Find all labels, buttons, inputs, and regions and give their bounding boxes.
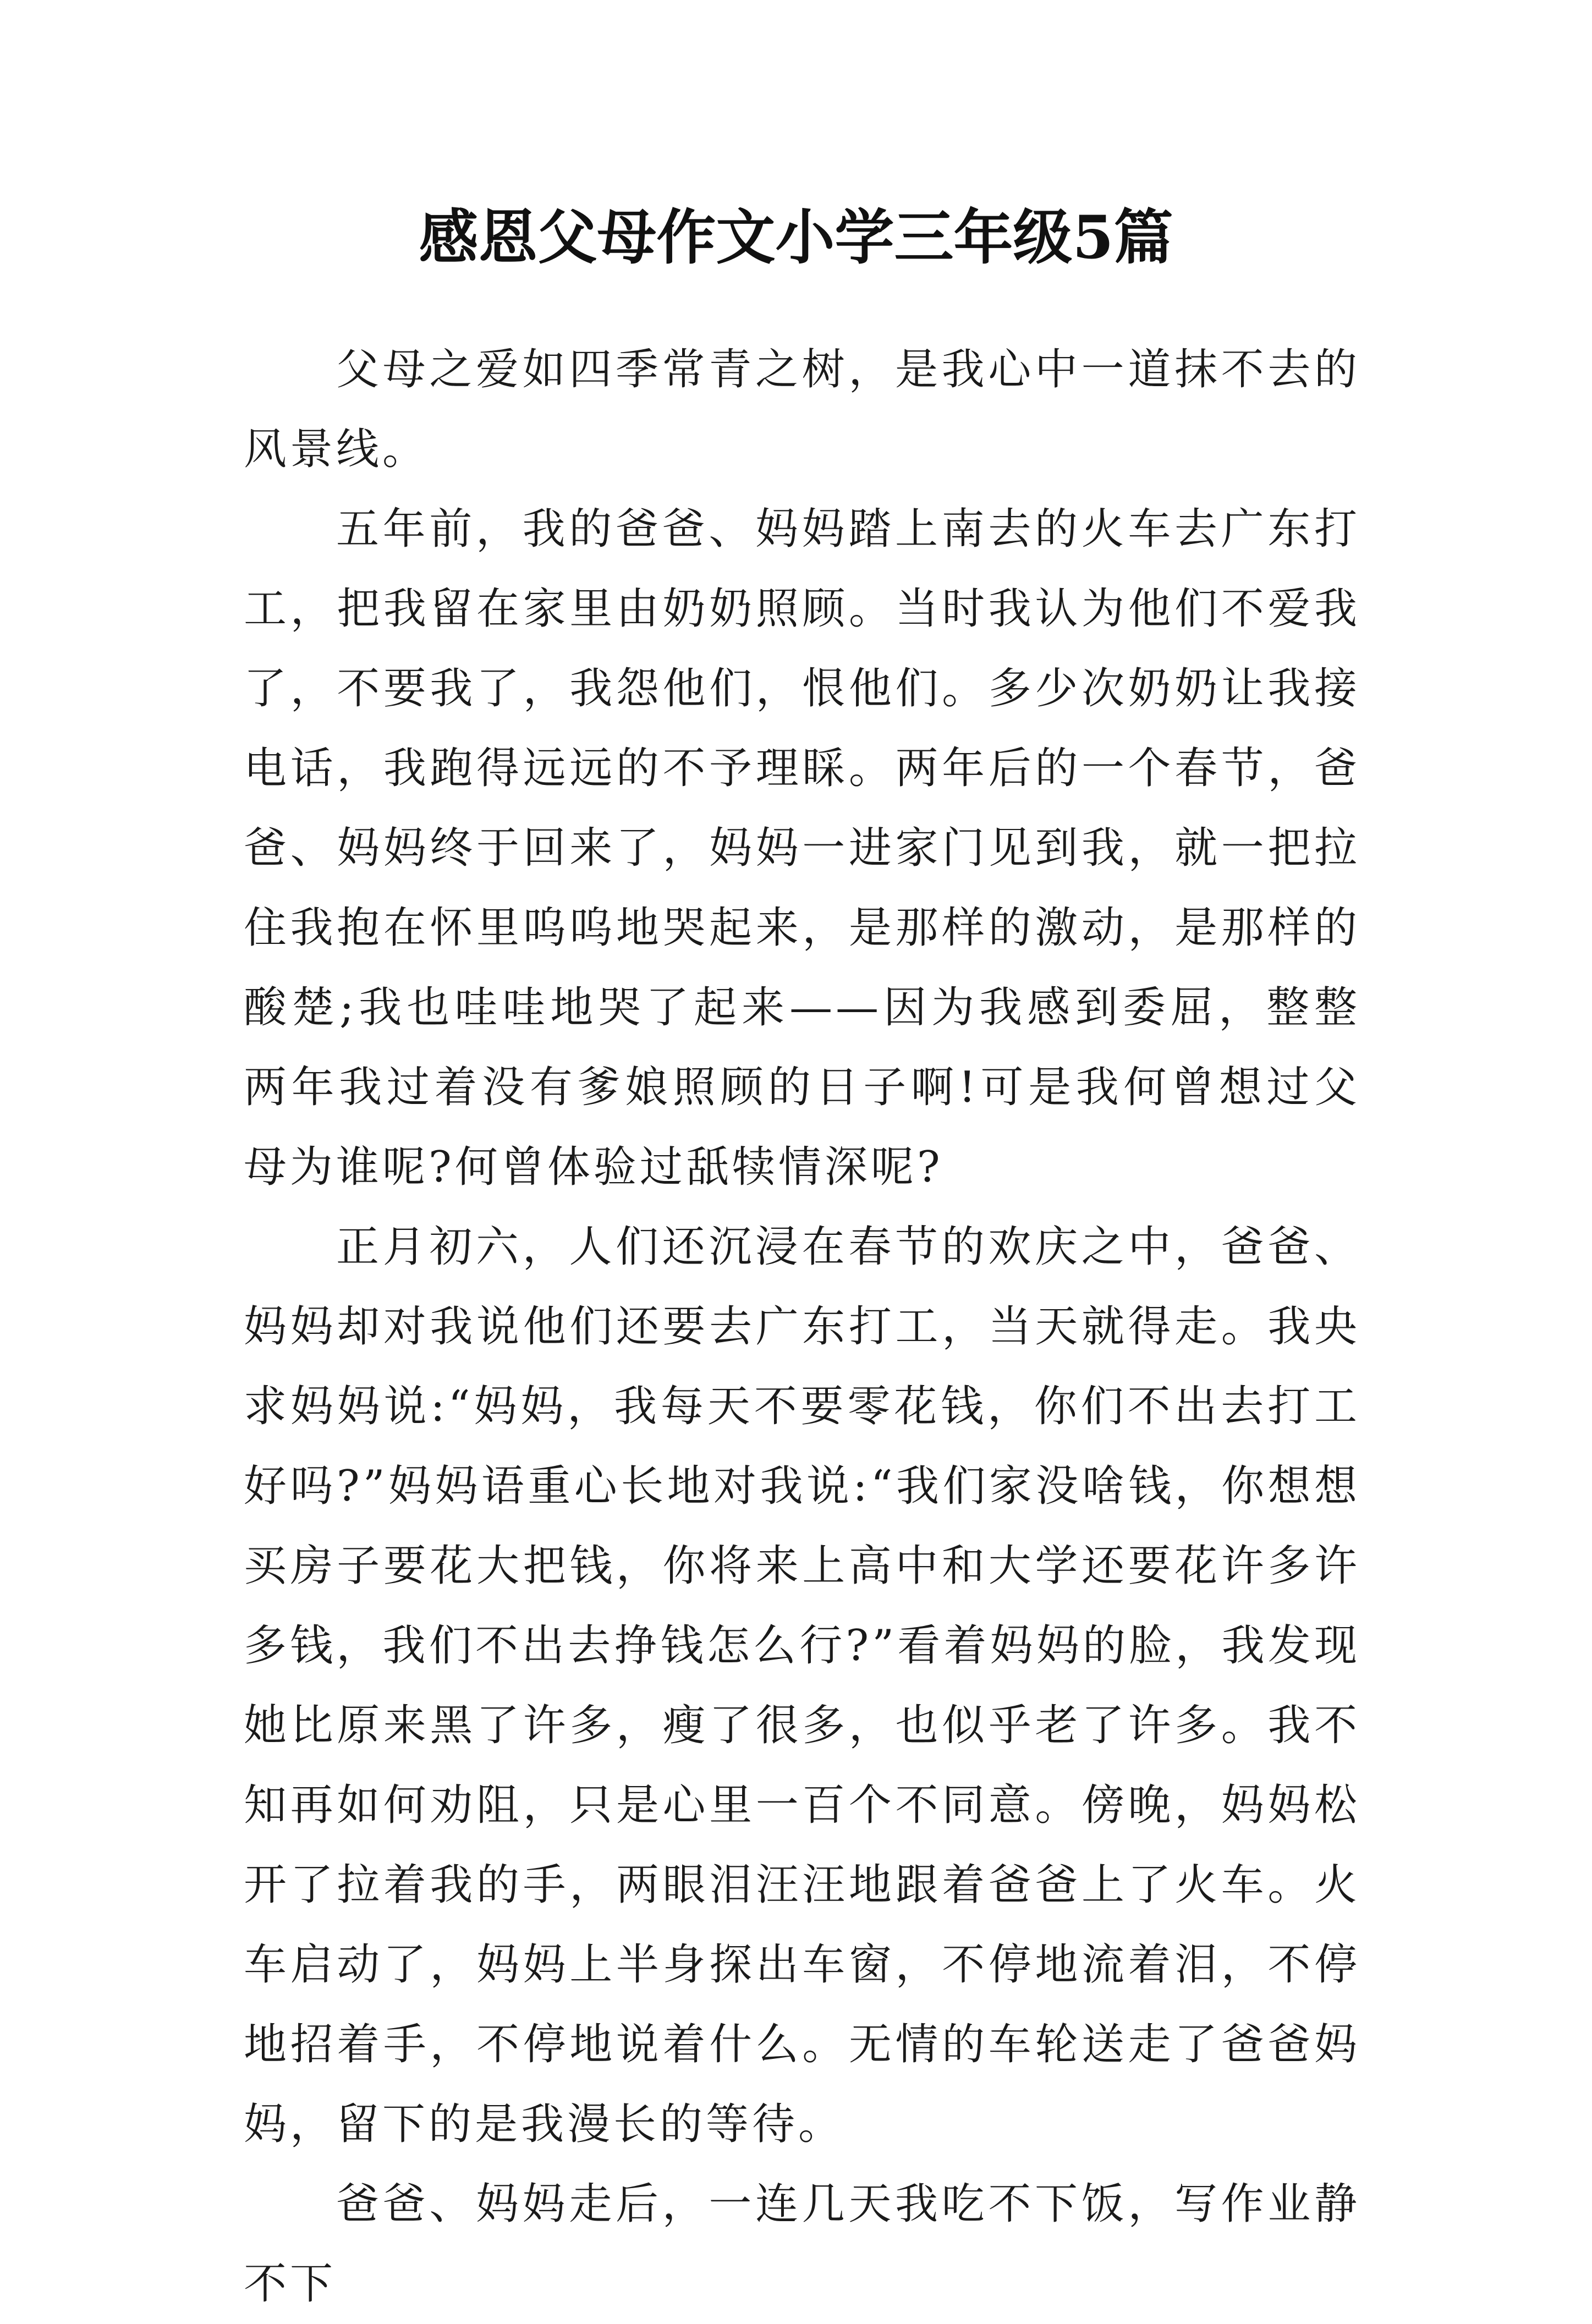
paragraph-3: 正月初六，人们还沉浸在春节的欢庆之中，爸爸、妈妈却对我说他们还要去广东打工，当天就得走。我央求妈妈说:“妈妈，我每天不要零花钱，你们不出去打工好吗?”妈妈语重心长地对我说:“我们家没啥钱，你想想买房子要花大把钱，你将来上高中和大学还要花许多许多钱，我们不出去挣钱怎么行?”看着妈妈的脸，我发现她比原来黑了许多，瘦了很多，也似乎老了许多。我不知再如何劝阻，只是心里一百个不同意。傍晚，妈妈松开了拉着我的手，两眼泪汪汪地跟着爸爸上了火车。火车启动了，妈妈上半身探出车窗，不停地流着泪，不停地招着手，不停地说着什么。无情的车轮送走了爸爸妈妈，留下的是我漫长的等待。 [244, 1222, 1360, 2149]
document-title: 感恩父母作文小学三年级5篇 [419, 203, 1173, 272]
paragraph-1: 父母之爱如四季常青之树，是我心中一道抹不去的风景线。 [244, 345, 1360, 474]
paragraph-2: 五年前，我的爸爸、妈妈踏上南去的火车去广东打工，把我留在家里由奶奶照顾。当时我认为他们不爱我了，不要我了，我怨他们，恨他们。多少次奶奶让我接电话，我跑得远远的不予理睬。两年后的一个春节，爸爸、妈妈终于回来了，妈妈一进家门见到我，就一把拉住我抱在怀里呜呜地哭起来，是那样的激动，是那样的酸楚;我也哇哇地哭了起来——因为我感到委屈，整整两年我过着没有爹娘照顾的日子啊!可是我何曾想过父母为谁呢?何曾体验过舐犊情深呢? [244, 504, 1360, 1192]
document-body [244, 330, 1360, 2324]
paragraph-4: 爸爸、妈妈走后，一连几天我吃不下饭，写作业静不下 [244, 2179, 1360, 2309]
